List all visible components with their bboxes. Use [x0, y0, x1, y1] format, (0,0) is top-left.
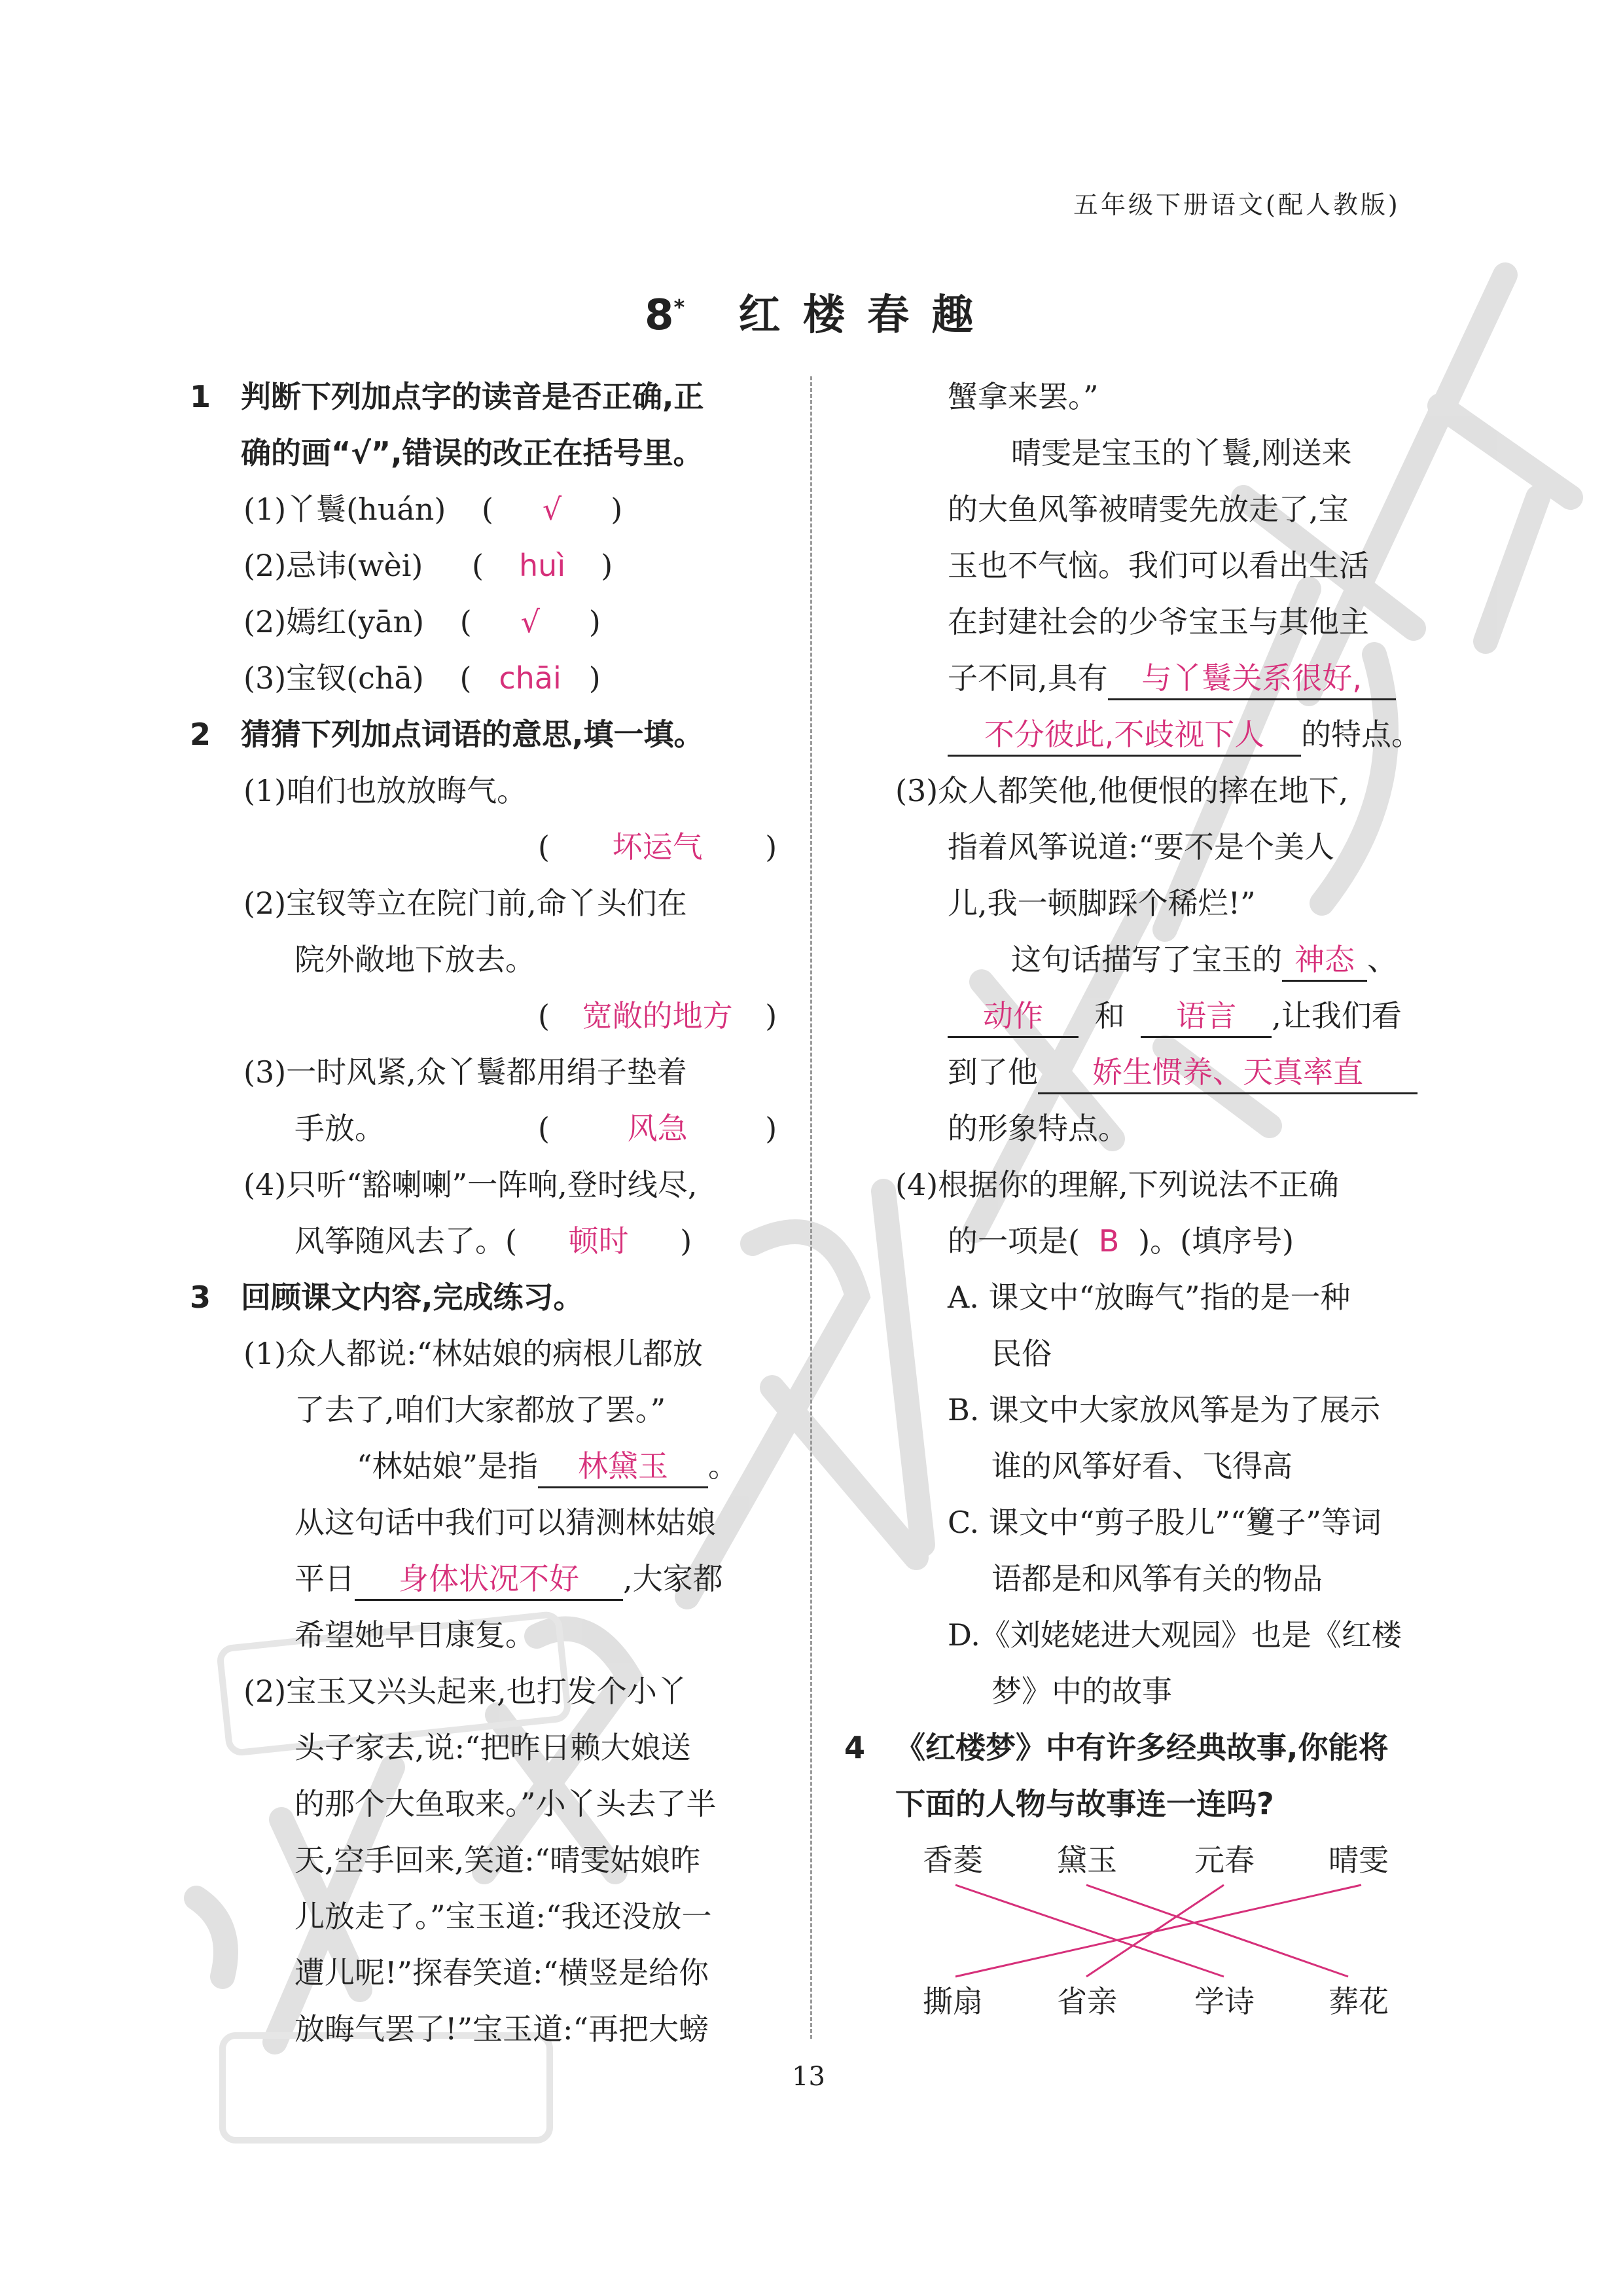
- q3-p2-line3: 的那个大鱼取来。”小丫头去了半: [294, 1786, 717, 1821]
- q3-p2-answer-1: 与丫鬟关系很好,: [1108, 658, 1396, 700]
- q1-item-2: (2)忌讳(wèi) ( huì ): [243, 537, 613, 594]
- q2-item-3-answer: 风急: [627, 1111, 688, 1146]
- story-xueshi: 学诗: [1194, 1984, 1255, 2019]
- q3-p1-answer-2: 身体状况不好: [355, 1558, 623, 1601]
- q2-item-3a: (3)一时风紧,众丫鬟都用绢子垫着: [243, 1054, 687, 1090]
- q3-p3-line5: 动作 和 语言 ,让我们看: [948, 988, 1402, 1044]
- q3-p3-answer-1: 神态: [1282, 939, 1367, 982]
- person-xiangling: 香菱: [923, 1842, 983, 1878]
- q1-item-3-answer: √: [520, 604, 540, 639]
- q3-p4-line2: 的一项是( B )。(填序号): [948, 1213, 1294, 1269]
- q3-p2-line4: 天,空手回来,笑道:“晴雯姑娘昨: [294, 1842, 701, 1878]
- q2-item-4b: 风筝随风去了。(: [294, 1223, 517, 1259]
- lesson-number: 8: [645, 291, 674, 340]
- q3-prompt: 回顾课文内容,完成练习。: [241, 1280, 584, 1315]
- q2-number: 2: [190, 717, 211, 752]
- option-d-line1: D.《刘姥姥进大观园》也是《红楼: [948, 1617, 1402, 1653]
- q3-p3-line6: 到了他 娇生惯养、天真率直: [948, 1044, 1418, 1100]
- q2-item-4a: (4)只听“豁喇喇”一阵响,登时线尽,: [243, 1167, 698, 1202]
- person-daiyu: 黛玉: [1057, 1842, 1117, 1878]
- match-line-xiangling-xueshi: [955, 1885, 1224, 1977]
- option-c-line1: C. 课文中“剪子股儿”“籰子”等词: [948, 1505, 1382, 1540]
- q1-prompt-b: 确的画“√”,错误的改正在括号里。: [241, 435, 704, 471]
- q1-item-2-answer: huì: [519, 548, 566, 583]
- option-b-line2: 谁的风筝好看、飞得高: [991, 1448, 1293, 1484]
- q3-p2-right-line7: 不分彼此,不歧视下人 的特点。: [948, 706, 1421, 762]
- q1-item-4: (3)宝钗(chā) ( chāi ): [243, 650, 601, 706]
- match-line-qingwen-sishan: [955, 1885, 1361, 1977]
- q3-p1-line2: 了去了,咱们大家都放了罢。”: [294, 1392, 666, 1427]
- q2-item-2a: (2)宝钗等立在院门前,命丫头们在: [243, 886, 687, 921]
- story-sishan: 撕扇: [923, 1984, 983, 2019]
- q3-p2-line6: 遭儿呢!”探春笑道:“横竖是给你: [294, 1955, 709, 1990]
- q3-p4-line1: (4)根据你的理解,下列说法不正确: [895, 1167, 1339, 1202]
- q2-item-4b-row: 风筝随风去了。( 顿时 ): [294, 1213, 692, 1269]
- q3-p2-line7: 放晦气罢了!”宝玉道:“再把大螃: [294, 2011, 709, 2047]
- option-c-line2: 语都是和风筝有关的物品: [991, 1561, 1323, 1596]
- match-line-daiyu-zanghua: [1086, 1885, 1348, 1977]
- q3-p3-answer-2: 动作: [948, 996, 1079, 1038]
- option-a-line2: 民俗: [991, 1336, 1052, 1371]
- q3-p2-line1: (2)宝玉又兴头起来,也打发个小丫: [243, 1674, 687, 1709]
- q3-p1-line3: “林姑娘”是指 林黛玉 。: [357, 1438, 738, 1494]
- q3-p2-line5: 儿放走了。”宝玉道:“我还没放一: [294, 1899, 712, 1934]
- q3-p3-answer-3: 语言: [1141, 996, 1272, 1038]
- q3-p2-line2: 头子家去,说:“把昨日赖大娘送: [294, 1730, 691, 1765]
- lesson-star: *: [673, 295, 685, 320]
- q3-p3-line3: 儿,我一顿脚踩个稀烂!”: [948, 886, 1256, 921]
- q3-p1-line1: (1)众人都说:“林姑娘的病根儿都放: [243, 1336, 704, 1371]
- q2-item-2-answer: 宽敞的地方: [582, 998, 733, 1033]
- q1-item-3-text: (2)嫣红(yān): [243, 604, 425, 639]
- q2-item-2-answer-row: ( 宽敞的地方 ): [538, 988, 777, 1044]
- lesson-name: 红 楼 春 趣: [738, 291, 978, 340]
- q4-number: 4: [844, 1730, 866, 1765]
- q2-item-2b: 院外敞地下放去。: [294, 942, 535, 977]
- option-a-line1: A. 课文中“放晦气”指的是一种: [948, 1280, 1351, 1315]
- q1-item-1-answer: √: [542, 492, 562, 527]
- q2-item-1-answer: 坏运气: [612, 829, 703, 865]
- q3-p1-line4: 从这句话中我们可以猜测林姑娘: [294, 1505, 716, 1540]
- page-number: 13: [792, 2062, 825, 2092]
- q2-item-3b: 手放。: [294, 1111, 385, 1146]
- q1-item-2-text: (2)忌讳(wèi): [243, 548, 423, 583]
- q1-item-1-text: (1)丫鬟(huán): [243, 492, 446, 527]
- q2-item-4-answer: 顿时: [568, 1223, 629, 1259]
- q1-item-4-text: (3)宝钗(chā): [243, 660, 424, 696]
- q3-p3-answer-4: 娇生惯养、天真率直: [1038, 1052, 1418, 1094]
- q3-p1-line5: 平日 身体状况不好 ,大家都: [294, 1551, 723, 1607]
- q1-item-4-answer: chāi: [499, 660, 562, 696]
- option-d-line2: 梦》中的故事: [991, 1674, 1172, 1709]
- book-title: 五年级下册语文(配人教版): [1073, 190, 1400, 219]
- q3-p1-answer-1: 林黛玉: [538, 1446, 708, 1488]
- q2-prompt: 猜猜下列加点词语的意思,填一填。: [241, 717, 704, 752]
- option-b-line1: B. 课文中大家放风筝是为了展示: [948, 1392, 1381, 1427]
- q1-item-3: (2)嫣红(yān) ( √ ): [243, 594, 601, 650]
- story-zanghua: 葬花: [1329, 1984, 1389, 2019]
- q2-item-1: (1)咱们也放放晦气。: [243, 773, 527, 808]
- q3-p4-answer: B: [1098, 1223, 1120, 1259]
- q3-p2-right-line1: 蟹拿来罢。”: [948, 379, 1099, 414]
- q1-item-1: (1)丫鬟(huán) ( √ ): [243, 481, 622, 537]
- q3-p2-answer-2: 不分彼此,不歧视下人: [948, 714, 1301, 757]
- q3-p3-line1: (3)众人都笑他,他便恨的摔在地下,: [895, 773, 1349, 808]
- q3-p3-line7: 的形象特点。: [948, 1111, 1128, 1146]
- q4-prompt-a: 《红楼梦》中有许多经典故事,你能将: [895, 1730, 1389, 1765]
- person-qingwen: 晴雯: [1329, 1842, 1389, 1878]
- q3-p1-line6: 希望她早日康复。: [294, 1617, 535, 1653]
- q1-number: 1: [190, 379, 211, 414]
- q3-p2-right-line3: 的大鱼风筝被晴雯先放走了,宝: [948, 492, 1349, 527]
- q4-prompt-b: 下面的人物与故事连一连吗?: [895, 1786, 1274, 1821]
- q3-p2-right-line6: 子不同,具有 与丫鬟关系很好,: [948, 650, 1396, 706]
- q3-p2-right-line4: 玉也不气恼。我们可以看出生活: [948, 548, 1369, 583]
- q3-p2-right-line2: 晴雯是宝玉的丫鬟,刚送来: [1011, 435, 1352, 471]
- q1-prompt-a: 判断下列加点字的读音是否正确,正: [241, 379, 704, 414]
- q3-p2-right-line5: 在封建社会的少爷宝玉与其他主: [948, 604, 1369, 639]
- q3-number: 3: [190, 1280, 211, 1315]
- q2-item-1-answer-row: ( 坏运气 ): [538, 819, 777, 875]
- q3-p3-line4: 这句话描写了宝玉的 神态 、: [1011, 931, 1397, 988]
- story-shengqin: 省亲: [1057, 1984, 1117, 2019]
- person-yuanchun: 元春: [1194, 1842, 1255, 1878]
- q2-item-3-answer-row: ( 风急 ): [538, 1100, 777, 1157]
- q3-p3-line2: 指着风筝说道:“要不是个美人: [948, 829, 1335, 865]
